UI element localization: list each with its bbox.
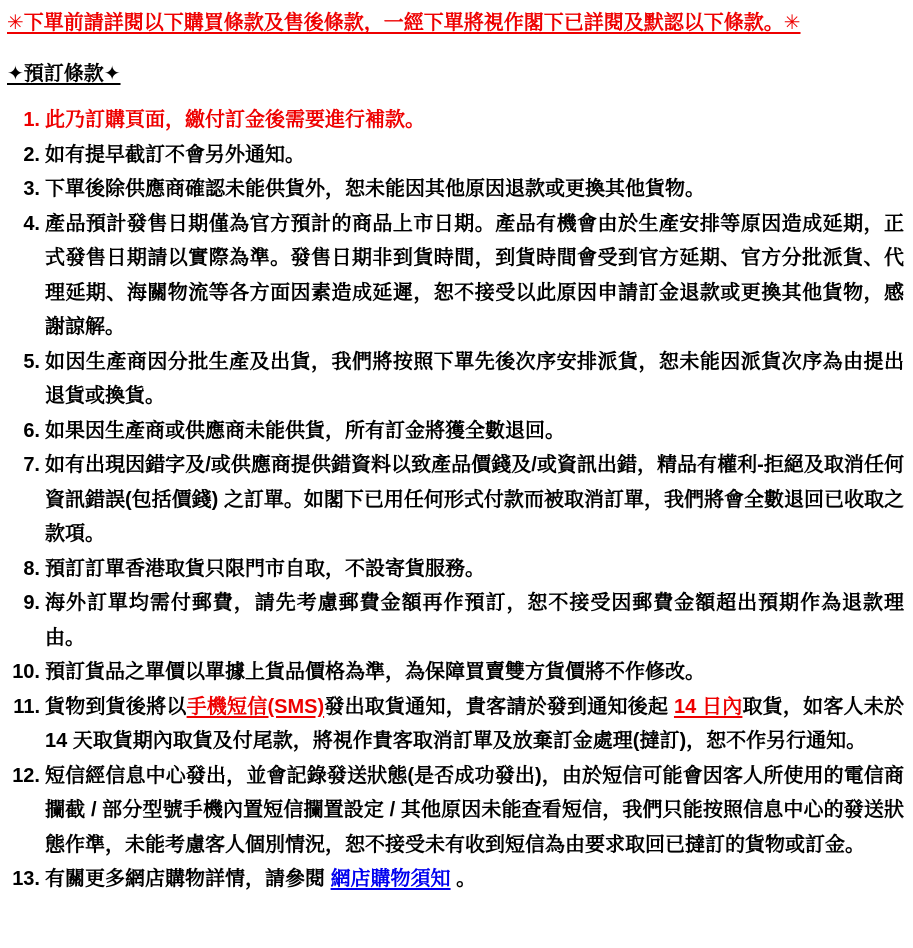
term-item-8 xyxy=(7,552,906,587)
term-text: 如有提早截訂不會另外通知。 xyxy=(45,143,305,166)
term-text: 下單後除供應商確認未能供貨外，恕未能因其他原因退款或更換其他貨物。 xyxy=(45,178,705,200)
term-text: 預訂貨品之單價以單據上貨品價格為準，為保障買賣雙方貨價將不作修改。 xyxy=(45,661,705,683)
term-number: 12. xyxy=(12,764,40,787)
term-item-9 xyxy=(7,586,906,655)
term-text: 短信經信息中心發出，並會記錄發送狀態(是否成功發出)，由於短信可能會因客人所使用的電信商攔截 / 部分型號手機內置短信攔置設定 / 其他原因未能查看短信，我們只能按照信息中心的發送狀態作準，未能考慮客人個別情況，恕不接受未有收到短信為由要求取回已撻訂的貨物或訂金。 xyxy=(45,764,904,856)
term-text: 發出取貨通知，貴客請於發到通知後起 xyxy=(324,695,674,718)
term-number: 9. xyxy=(23,592,40,614)
term-item-1 xyxy=(7,103,906,138)
shop-guide-link[interactable]: 網店購物須知 xyxy=(330,868,451,890)
term-item-12 xyxy=(7,759,906,863)
term-item-11 xyxy=(7,690,906,759)
term-number: 1. xyxy=(23,109,40,131)
sms-highlight: 手機短信(SMS) xyxy=(186,695,325,718)
term-number: 4. xyxy=(23,212,40,235)
term-number: 11. xyxy=(13,695,40,718)
term-text: 有關更多網店購物詳情，請參閱 xyxy=(45,868,331,890)
term-text: 取貨，如客人未於 14 天取貨期內取貨及付尾款，將視作貴客取消訂單及放棄訂金處理(撻訂)，恕不作另行通知。 xyxy=(45,695,905,752)
term-item-10 xyxy=(7,655,906,690)
term-item-13 xyxy=(7,862,906,897)
term-item-2 xyxy=(7,138,906,173)
term-item-7 xyxy=(7,448,906,552)
term-text: 預訂訂單香港取貨只限門市自取，不設寄貨服務。 xyxy=(45,557,485,580)
term-number: 10. xyxy=(12,661,40,683)
term-item-4 xyxy=(7,207,906,345)
term-text: 產品預計發售日期僅為官方預計的商品上市日期。產品有機會由於生產安排等原因造成延期，正式發售日期請以實際為準。發售日期非到貨時間，到貨時間會受到官方延期、官方分批派貨、代理延期、海關物流等各方面因素造成延遲，恕不接受以此原因申請訂金退款或更換其他貨物，感謝諒解。 xyxy=(45,212,904,338)
term-text: 如有出現因錯字及/或供應商提供錯資料以致產品價錢及/或資訊出錯，精品有權利-拒絕及取消任何資訊錯誤(包括價錢) 之訂單。如閣下已用任何形式付款而被取消訂單，我們將會全數退回已收取之款項。 xyxy=(45,454,904,545)
pickup-deadline-highlight: 14 日內 xyxy=(673,695,743,718)
term-item-6 xyxy=(7,414,906,449)
term-text-deposit-notice: 此乃訂購頁面，繳付訂金後需要進行補款。 xyxy=(45,109,425,131)
term-number: 6. xyxy=(23,419,40,442)
term-item-5 xyxy=(7,345,906,414)
term-text: 如果因生產商或供應商未能供貨，所有訂金將獲全數退回。 xyxy=(45,419,565,442)
term-number: 2. xyxy=(23,143,40,166)
terms-list xyxy=(7,103,906,897)
purchase-notice-banner: ✳下單前請詳閱以下購買條款及售後條款，一經下單將視作閣下已詳閱及默認以下條款。✳ xyxy=(7,12,801,34)
term-number: 3. xyxy=(23,178,40,200)
preorder-terms-title: ✦預訂條款✦ xyxy=(7,63,121,85)
term-text: 如因生產商因分批生產及出貨，我們將按照下單先後次序安排派貨，恕未能因派貨次序為由提出退貨或換貨。 xyxy=(45,350,904,407)
term-text: 海外訂單均需付郵費，請先考慮郵費金額再作預訂，恕不接受因郵費金額超出預期作為退款理由。 xyxy=(45,592,904,649)
term-text: 貨物到貨後將以 xyxy=(45,695,187,718)
term-item-3 xyxy=(7,172,906,207)
term-text: 。 xyxy=(450,868,477,890)
term-number: 13. xyxy=(12,868,40,890)
term-number: 5. xyxy=(23,350,40,373)
term-number: 8. xyxy=(23,557,40,580)
term-number: 7. xyxy=(23,454,40,476)
